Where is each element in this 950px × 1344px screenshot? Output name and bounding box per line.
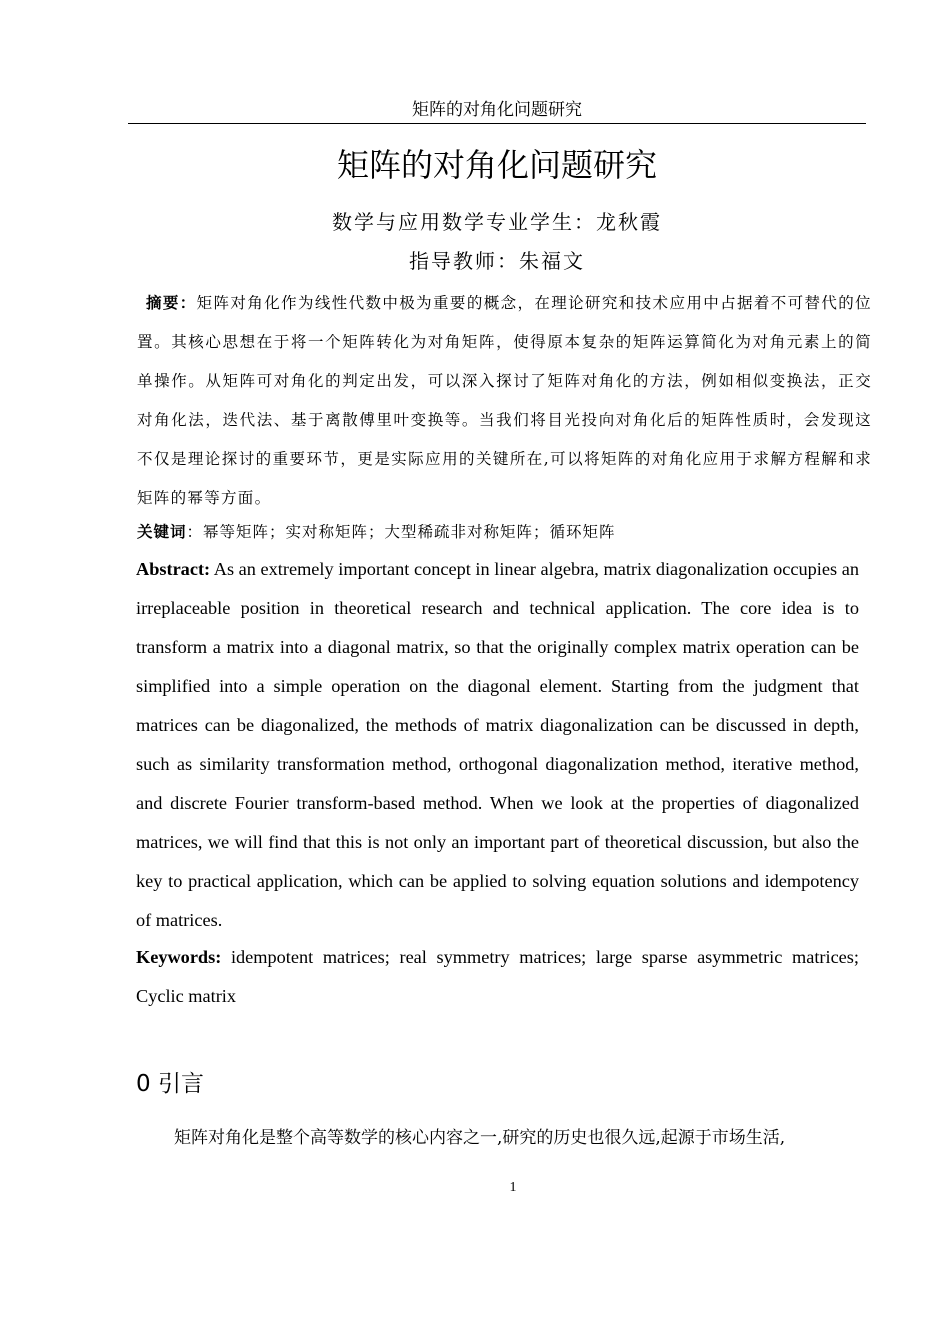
abstract-cn-text: 矩阵对角化作为线性代数中极为重要的概念，在理论研究和技术应用中占据着不可替代的位置。其核心思想在于将一个矩阵转化为对角矩阵，使得原本复杂的矩阵运算简化为对角元素上的简单操作。从矩阵可对角化的判定出发，可以深入探讨了矩阵对角化的方法，例如相似变换法，正交对角化法，迭代法、基于离散傅里叶变换等。当我们将目光投向对角化后的矩阵性质时，会发现这不仅是理论探讨的重要环节，更是实际应用的关键所在,可以将矩阵的对角化应用于求解方程解和求矩阵的幂等方面。 [137,294,872,507]
abstract-en-label: Abstract: [136,559,211,579]
keywords-cn [137,517,872,547]
keywords-cn-label: 关键词 [137,522,187,541]
keywords-en-label: Keywords: [136,947,222,967]
header-rule [128,123,866,124]
keywords-cn-text: ：幂等矩阵；实对称矩阵；大型稀疏非对称矩阵；循环矩阵 [186,523,616,541]
section-heading: 0 引言 [136,1071,204,1097]
keywords-en-text: idempotent matrices; real symmetry matrices; large sparse asymmetric matrices; Cyclic matrix [136,947,859,1006]
running-header: 矩阵的对角化问题研究 [412,100,582,120]
abstract-cn [137,283,872,518]
author-line: 数学与应用数学专业学生：龙秋霞 [332,210,662,234]
abstract-en-text: As an extremely important concept in linear algebra, matrix diagonalization occupies an irreplaceable position in theoretical research and technical application. The core idea is to transform a matrix into a diagonal matrix, so that the originally complex matrix operation can be simplified into a simple operation on the diagonal element. Starting from the judgment that matrices can be diagonalized, the methods of matrix diagonalization can be discussed in depth, such as similarity transformation method, orthogonal diagonalization method, iterative method, and discrete Fourier transform-based method. When we look at the properties of diagonalized matrices, we will find that this is not only an important part of theoretical discussion, but also the key to practical application, which can be applied to solving equation solutions and idempotency of matrices. [136,559,859,930]
abstract-cn-label: 摘要： [146,293,197,312]
body-paragraph: 矩阵对角化是整个高等数学的核心内容之一,研究的历史也很久远,起源于市场生活, [174,1128,786,1148]
advisor-line: 指导教师：朱福文 [409,249,585,273]
page-number: 1 [509,1180,517,1195]
keywords-en [136,938,859,1016]
abstract-en [136,550,859,940]
paper-title: 矩阵的对角化问题研究 [336,146,657,184]
